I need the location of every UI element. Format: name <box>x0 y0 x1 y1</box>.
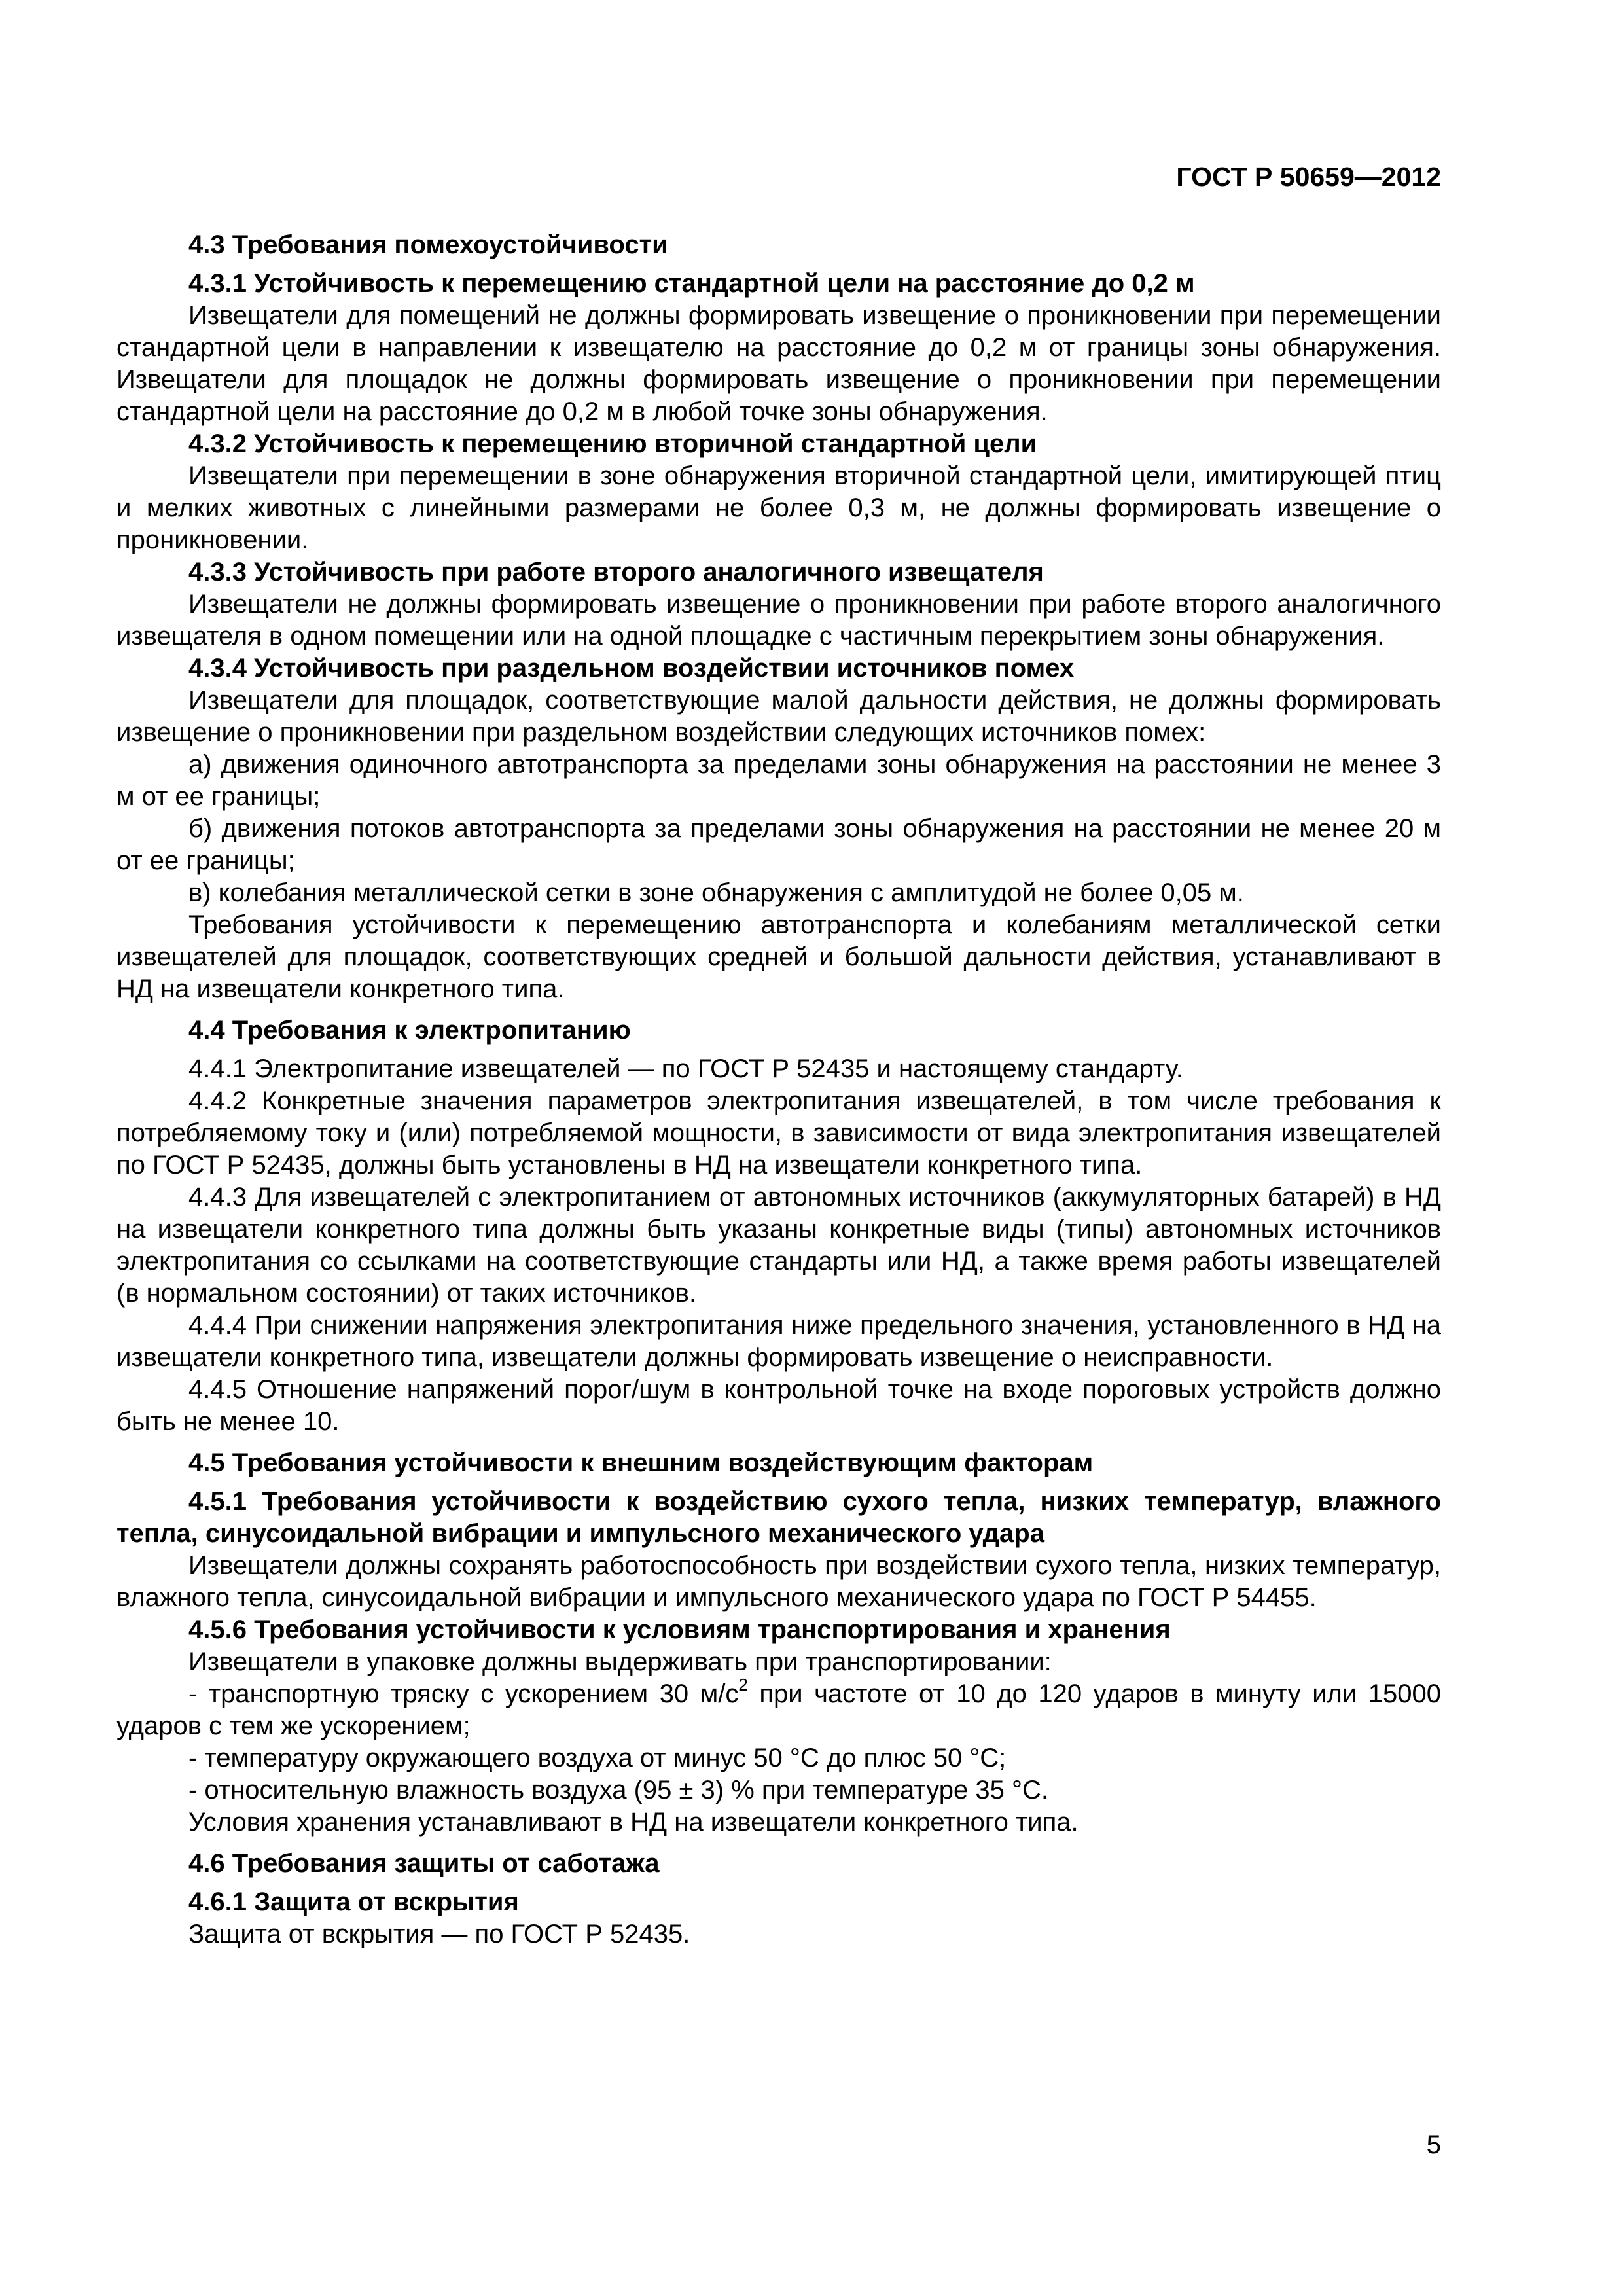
section-4-6-1-text: Защита от вскрытия — по ГОСТ Р 52435. <box>188 1920 690 1948</box>
section-4-3-2-text: Извещатели при перемещении в зоне обнаружения вторичной стандартной цели, имитирующей птиц и мелких животных с линейными размерами не более 0,3 м, не должны формировать извещение о проникновении. <box>116 461 1441 554</box>
section-4-5-6-heading: 4.5.6 Требования устойчивости к условиям транспортирования и хранения <box>188 1615 1171 1644</box>
list-item: в) колебания металлической сетки в зоне обнаружения с амплитудой не более 0,05 м. <box>188 878 1244 907</box>
list-item-transport-shaking <box>116 1674 1441 1742</box>
clause-4-4-5: 4.4.5 Отношение напряжений порог/шум в контрольной точке на входе пороговых устройств должно быть не менее 10. <box>116 1375 1441 1436</box>
list-item-text: - транспортную тряску с ускорением 30 м/с <box>188 1679 739 1708</box>
list-item-text: при частоте от 10 до 120 ударов в минуту или 15000 ударов с тем же ускорением; <box>116 1679 1441 1740</box>
section-4-6-1-heading: 4.6.1 Защита от вскрытия <box>188 1888 519 1916</box>
superscript: 2 <box>738 1674 748 1695</box>
section-4-3-heading: 4.3 Требования помехоустойчивости <box>188 230 668 259</box>
clause-4-4-2: 4.4.2 Конкретные значения параметров электропитания извещателей, в том числе требования к потребляемому току и (или) потребляемой мощности, в зависимости от вида электропитания извещателей по ГОСТ Р 52435, должны быть установлены в НД на извещатели конкретного типа. <box>116 1086 1441 1179</box>
section-4-3-3-heading: 4.3.3 Устойчивость при работе второго аналогичного извещателя <box>188 558 1044 586</box>
section-4-3-4-outro: Требования устойчивости к перемещению автотранспорта и колебаниям металлической сетки извещателей для площадок, соответствующих средней и большой дальности действия, устанавливают в НД на извещатели конкретного типа. <box>116 910 1441 1003</box>
section-4-3-1-heading: 4.3.1 Устойчивость к перемещению стандартной цели на расстояние до 0,2 м <box>188 269 1195 298</box>
page-number: 5 <box>1426 2130 1441 2159</box>
section-4-3-3-text: Извещатели не должны формировать извещение о проникновении при работе второго аналогичного извещателя в одном помещении или на одной площадке с частичным перекрытием зоны обнаружения. <box>116 590 1441 651</box>
section-4-5-6-intro: Извещатели в упаковке должны выдерживать при транспортировании: <box>188 1647 1052 1676</box>
list-item: - относительную влажность воздуха (95 ± 3) % при температуре 35 °С. <box>188 1776 1048 1804</box>
list-item: - температуру окружающего воздуха от минус 50 °С до плюс 50 °С; <box>188 1744 1007 1772</box>
section-4-6-heading: 4.6 Требования защиты от саботажа <box>188 1849 660 1878</box>
section-4-3-1-text: Извещатели для помещений не должны формировать извещение о проникновении при перемещении стандартной цели в направлении к извещателю на расстояние до 0,2 м от границы зоны обнаружения. Извещатели для площадок не должны формировать извещение о проникновении при перемещении стандартной цели на расстояние до 0,2 м в любой точке зоны обнаружения. <box>116 301 1441 426</box>
section-4-3-2-heading: 4.3.2 Устойчивость к перемещению вторичной стандартной цели <box>188 429 1037 458</box>
section-4-5-1-text: Извещатели должны сохранять работоспособность при воздействии сухого тепла, низких температур, влажного тепла, синусоидальной вибрации и импульсного механического удара по ГОСТ Р 54455. <box>116 1551 1441 1612</box>
section-4-3-4-intro: Извещатели для площадок, соответствующие малой дальности действия, не должны формировать извещение о проникновении при раздельном воздействии следующих источников помех: <box>116 686 1441 747</box>
clause-4-4-4: 4.4.4 При снижении напряжения электропитания ниже предельного значения, установленного в НД на извещатели конкретного типа, извещатели должны формировать извещение о неисправности. <box>116 1311 1441 1372</box>
page-body <box>116 229 1441 1950</box>
list-item: а) движения одиночного автотранспорта за пределами зоны обнаружения на расстоянии не менее 3 м от ее границы; <box>116 750 1441 811</box>
list-item: б) движения потоков автотранспорта за пределами зоны обнаружения на расстоянии не менее 20 м от ее границы; <box>116 814 1441 875</box>
standard-designation: ГОСТ Р 50659—2012 <box>1176 162 1441 192</box>
section-4-5-1-heading: 4.5.1 Требования устойчивости к воздействию сухого тепла, низких температур, влажного тепла, синусоидальной вибрации и импульсного механического удара <box>116 1487 1441 1548</box>
section-4-3-4-heading: 4.3.4 Устойчивость при раздельном воздействии источников помех <box>188 654 1075 683</box>
clause-4-4-3: 4.4.3 Для извещателей с электропитанием от автономных источников (аккумуляторных батарей) в НД на извещатели конкретного типа должны быть указаны конкретные виды (типы) автономных источников электропитания со ссылками на соответствующие стандарты или НД, а также время работы извещателей (в нормальном состоянии) от таких источников. <box>116 1183 1441 1308</box>
section-4-5-heading: 4.5 Требования устойчивости к внешним воздействующим факторам <box>188 1448 1094 1477</box>
clause-4-4-1: 4.4.1 Электропитание извещателей — по ГОСТ Р 52435 и настоящему стандарту. <box>188 1054 1183 1083</box>
section-4-5-6-outro: Условия хранения устанавливают в НД на извещатели конкретного типа. <box>188 1808 1079 1837</box>
section-4-4-heading: 4.4 Требования к электропитанию <box>188 1016 631 1045</box>
